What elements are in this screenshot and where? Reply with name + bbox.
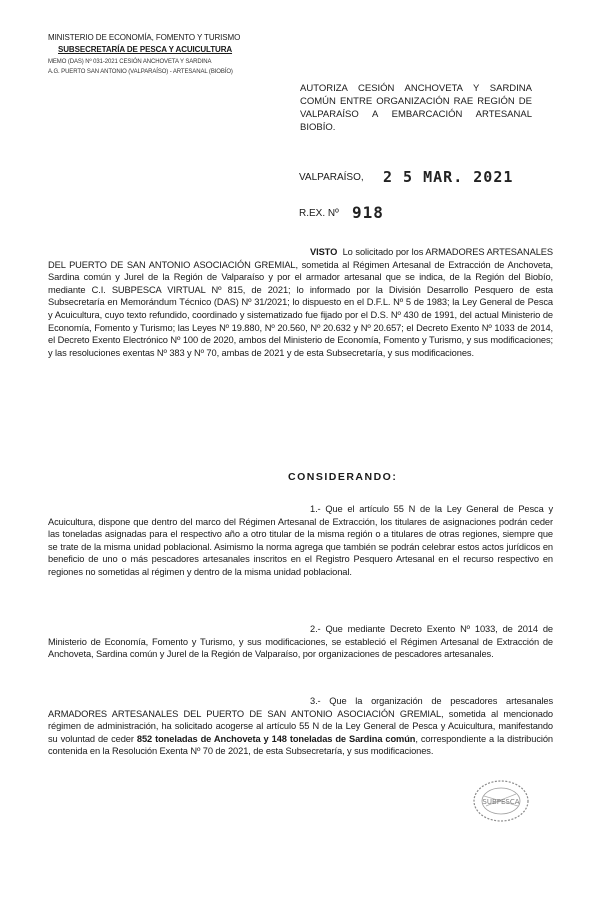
visto-label: VISTO: [310, 247, 338, 257]
memo-reference: MEMO (DAS) Nº 031-2021 CESIÓN ANCHOVETA Y SARDINA: [48, 59, 212, 65]
considerando-3-bold: 852 toneladas de Anchoveta y 148 toneladas de Sardina común: [136, 733, 416, 744]
ag-reference: A.G. PUERTO SAN ANTONIO (VALPARAÍSO) - ARTESANAL (BIOBÍO): [48, 69, 233, 75]
stamp-seal-icon: [470, 778, 532, 824]
considerando-1: [48, 503, 553, 579]
document-subject: AUTORIZA CESIÓN ANCHOVETA Y SARDINA COMÚN ENTRE ORGANIZACIÓN RAE REGIÓN DE VALPARAÍSO A EMBARCACIÓN ARTESANAL BIOBÍO.: [300, 83, 532, 133]
rex-label: R.EX. Nº: [299, 208, 339, 219]
considerando-3-text-b: , correspondiente a la distribución contenida en la Resolución Exenta Nº 70 de 2021, de esta Subsecretaría, y sus modificaciones.: [48, 733, 553, 757]
considerando-1-text: 1.- Que el artículo 55 N de la Ley General de Pesca y Acuicultura, dispone que dentro del marco del Régimen Artesanal de Extracción, los titulares de asignaciones podrán ceder las toneladas asignadas para el respectivo año a otro titular de la misma región o a titulares de otras regiones, siempre que se trate de la misma unidad poblacional. Asimismo la norma agrega que también se podrán celebrar estos actos jurídicos en beneficio de uno o más pescadores artesanales inscritos en el Registro Pesquero Artesanal en el recurso respectivo en regiones no sometidas al régimen y dentro de la misma unidad poblacional.: [48, 504, 553, 577]
considerando-3: [48, 695, 553, 758]
subsecretaria-name: SUBSECRETARÍA DE PESCA Y ACUICULTURA: [58, 45, 233, 54]
stamp-text: SUBPESCA: [482, 798, 520, 806]
official-stamp: [470, 778, 532, 824]
date-stamp: 2 5 MAR. 2021: [383, 168, 514, 186]
place-label: VALPARAÍSO,: [299, 172, 364, 183]
visto-paragraph: [48, 246, 553, 359]
considerando-2-text: 2.- Que mediante Decreto Exento Nº 1033, de 2014 de Ministerio de Economía, Fomento y Turismo, y sus modificaciones, se estableció el Régimen Artesanal de Extracción de Anchoveta, Sardina común y Jurel de la Región de Valparaíso, por organizaciones de pescadores artesanales.: [48, 624, 553, 660]
considerando-3-text-a: 3.- Que la organización de pescadores artesanales ARMADORES ARTESANALES DEL PUERTO DE SAN ANTONIO ASOCIACIÓN GREMIAL, sometida al mencionado régimen de administración, ha solicitado acogerse al artículo 55 N de la Ley General de Pesca y Acuicultura, manifestando su voluntad de ceder: [48, 696, 553, 744]
ministry-name: MINISTERIO DE ECONOMÍA, FOMENTO Y TURISMO: [48, 33, 241, 42]
considerando-title: CONSIDERANDO:: [288, 471, 398, 483]
visto-text: Lo solicitado por los ARMADORES ARTESANALES DEL PUERTO DE SAN ANTONIO ASOCIACIÓN GREMIAL, sometida al Régimen Artesanal de Extracción de Anchoveta, Sardina común y Jurel de la Región de Valparaíso y por el armador artesanal que se indica, de la Región del Biobío, mediante C.I. SUBPESCA VIRTUAL Nº 815, de 2021; lo informado por la División Desarrollo Pesquero de esta Subsecretaría en Memorándum Técnico (DAS) Nº 31/2021; lo dispuesto en el D.F.L. Nº 5 de 1983; la Ley General de Pesca y Acuicultura, cuyo texto refundido, coordinado y sistematizado fue fijado por el D.S. Nº 430 de 1991, del actual Ministerio de Economía, Fomento y Turismo; las Leyes Nº 19.880, Nº 20.560, Nº 20.632 y Nº 20.657; el Decreto Exento Nº 1033 de 2014, el Decreto Exento Electrónico Nº 100 de 2020, ambos del Ministerio de Economía, Fomento y Turismo, y sus modificaciones; y las resoluciones exentas Nº 383 y Nº 70, ambas de 2021 y de esta Subsecretaría, y sus modificaciones.: [48, 247, 554, 358]
rex-number: 918: [352, 203, 384, 222]
considerando-2: [48, 623, 553, 661]
